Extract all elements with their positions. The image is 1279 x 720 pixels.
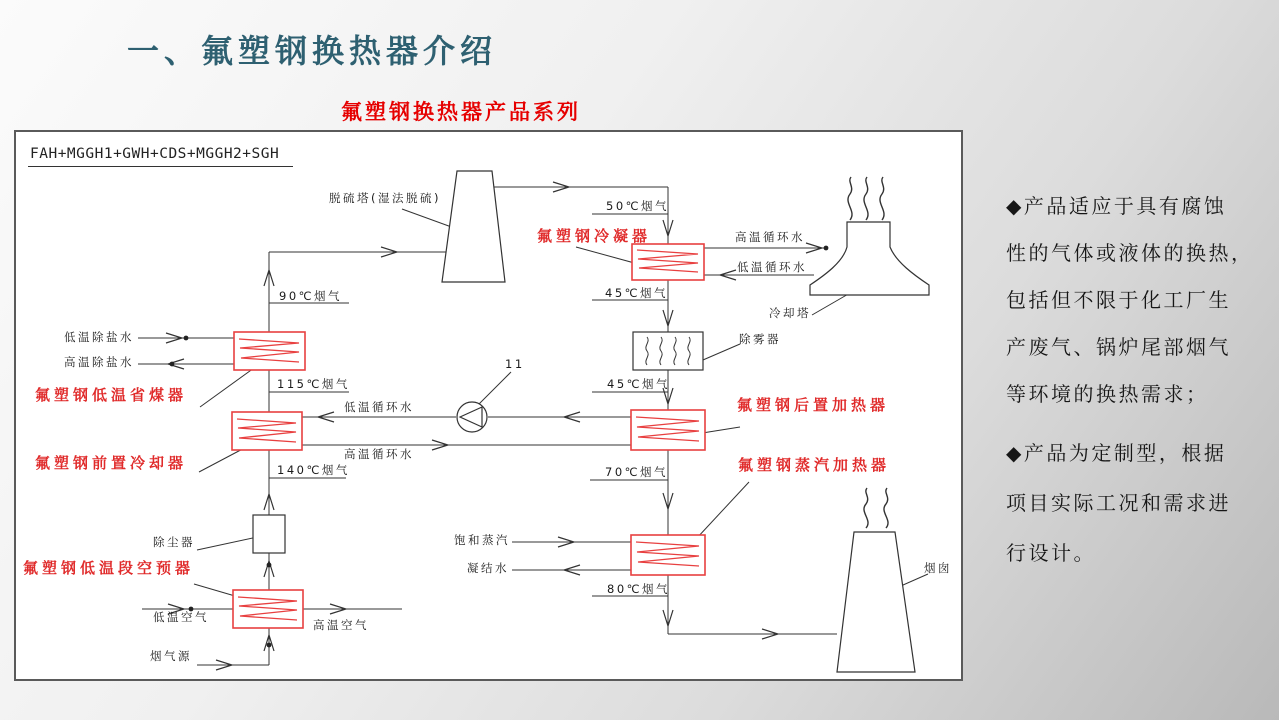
desulfurization-tower-shape: [442, 171, 505, 282]
label-flue-45c-lower: 45℃烟气: [607, 377, 671, 391]
label-hot-circulating-water-top: 高温循环水: [735, 230, 805, 244]
chimney-shape: [837, 532, 915, 672]
label-saturated-steam: 饱和蒸汽: [454, 533, 510, 547]
label-flue-50c: 50℃烟气: [606, 199, 670, 213]
chimney-smoke-icon: [864, 488, 888, 528]
label-demister: 除雾器: [739, 332, 781, 346]
label-hot-air: 高温空气: [313, 618, 369, 632]
label-air-preheater: 氟塑钢低温段空预器: [23, 559, 195, 577]
side-text-line: 包括但不限于化工厂生: [1006, 288, 1231, 312]
label-cold-desalted-water: 低温除盐水: [64, 330, 134, 344]
label-precooler: 氟塑钢前置冷却器: [35, 454, 188, 472]
label-flue-gas-source: 烟气源: [150, 649, 192, 663]
side-bullet-2: [1006, 428, 1276, 578]
label-desulfurization-tower: 脱硫塔(湿法脱硫): [329, 191, 441, 205]
label-hot-desalted-water: 高温除盐水: [64, 355, 134, 369]
label-condensate: 凝结水: [467, 561, 509, 575]
label-flue-115c: 115℃烟气: [277, 377, 350, 391]
side-panel: [1006, 183, 1276, 578]
label-hot-circulating-water-mid: 高温循环水: [344, 447, 414, 461]
diagram-caption: 氟塑钢换热器产品系列: [341, 101, 581, 124]
label-cooling-tower: 冷却塔: [769, 306, 811, 320]
label-cold-circulating-water-top: 低温循环水: [737, 260, 807, 274]
label-cold-air: 低温空气: [153, 610, 209, 624]
label-flue-140c: 140℃烟气: [277, 463, 350, 477]
label-economizer: 氟塑钢低温省煤器: [35, 386, 188, 404]
side-text-line: ◆产品为定制型，根据: [1006, 441, 1227, 465]
label-dust-collector: 除尘器: [153, 535, 195, 549]
reheater-exchanger-icon: [631, 410, 705, 450]
side-text-line: 性的气体或液体的换热，: [1006, 241, 1254, 265]
cooling-tower-shape: [810, 222, 929, 295]
label-pump-number: 11: [505, 357, 525, 371]
steam-heater-exchanger-icon: [631, 535, 705, 575]
side-text-line: 项目实际工况和需求进: [1006, 491, 1231, 515]
slide-title: 一、氟塑钢换热器介绍: [127, 33, 498, 69]
dust-collector-shape: [253, 515, 285, 553]
condenser-exchanger-icon: [632, 244, 704, 280]
label-flue-80c: 80℃烟气: [607, 582, 671, 596]
side-text-line: 产废气、锅炉尾部烟气: [1006, 335, 1231, 359]
side-text-line: ◆产品适应于具有腐蚀: [1006, 194, 1227, 218]
cooling-tower-steam-icon: [848, 177, 884, 220]
pump-icon: [457, 402, 487, 432]
label-flue-45c-upper: 45℃烟气: [605, 286, 669, 300]
label-flue-70c: 70℃烟气: [605, 465, 669, 479]
diagram-header-code: FAH+MGGH1+GWH+CDS+MGGH2+SGH: [28, 146, 293, 167]
label-flue-90c: 90℃烟气: [279, 289, 343, 303]
air-preheater-exchanger-icon: [233, 590, 303, 628]
label-reheater: 氟塑钢后置加热器: [737, 396, 890, 414]
label-steam-heater: 氟塑钢蒸汽加热器: [738, 456, 891, 474]
side-text-line: 行设计。: [1006, 541, 1096, 565]
process-flow-diagram: [14, 130, 963, 681]
economizer-exchanger-icon: [234, 332, 305, 370]
side-text-line: 等环境的换热需求；: [1006, 382, 1209, 406]
label-condenser: 氟塑钢冷凝器: [537, 227, 652, 245]
label-chimney: 烟囱: [924, 561, 952, 575]
side-bullet-1: [1006, 183, 1276, 418]
demister-shape: [633, 332, 703, 370]
label-cold-circulating-water-mid: 低温循环水: [344, 400, 414, 414]
precooler-exchanger-icon: [232, 412, 302, 450]
